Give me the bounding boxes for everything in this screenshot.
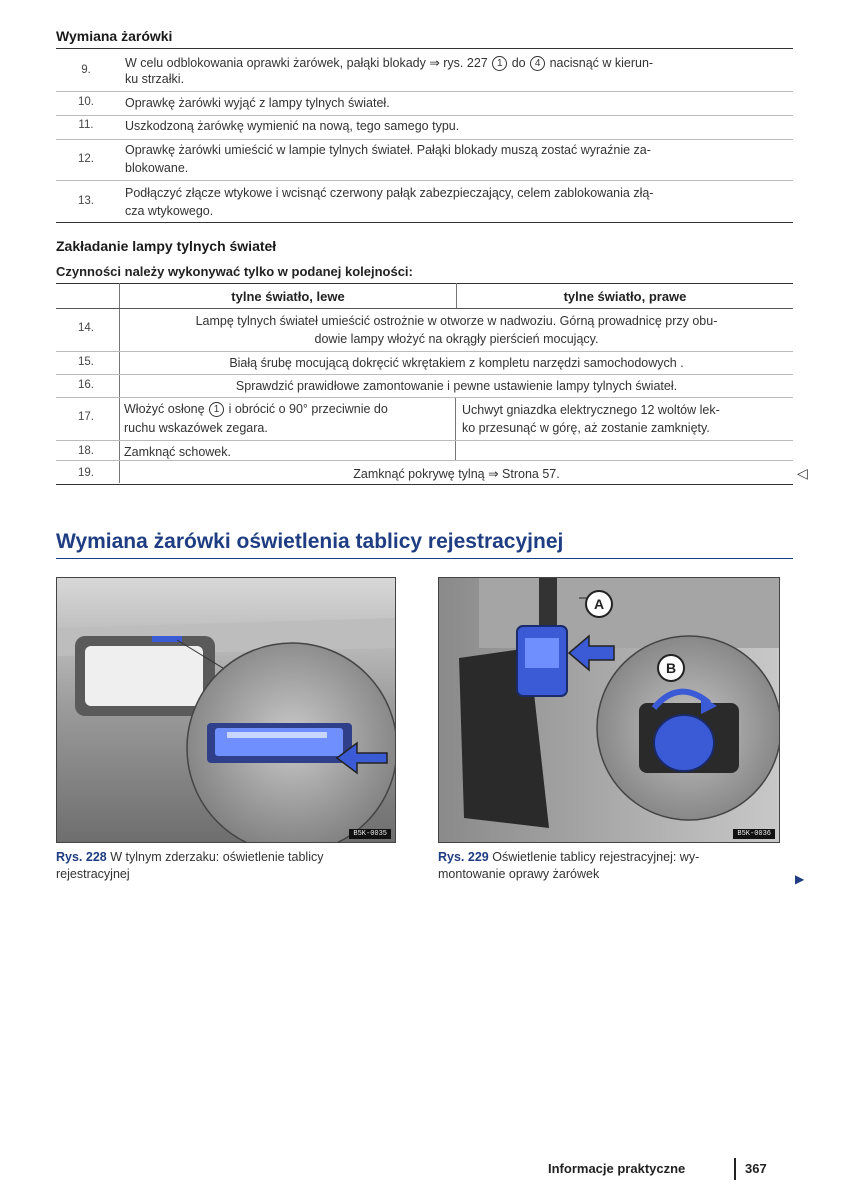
divider xyxy=(56,48,793,49)
section-title-wymiana-zarowki: Wymiana żarówki xyxy=(56,28,173,44)
divider xyxy=(56,283,793,284)
step-text: Podłączyć złącze wtykowe i wcisnąć czerwony pałąk zabezpieczający, celem zablokowania złą- xyxy=(125,186,654,200)
step-text-part: i obrócić o 90° przeciwnie do xyxy=(228,402,388,416)
column-header-left: tylne światło, lewe xyxy=(231,289,345,304)
divider xyxy=(56,222,793,223)
bumper-illustration xyxy=(57,578,395,842)
divider xyxy=(56,484,793,485)
step-number: 11. xyxy=(78,119,94,131)
row-divider xyxy=(56,180,793,181)
row-divider xyxy=(56,91,793,92)
section-title-tablica: Wymiana żarówki oświetlenia tablicy rejestracyjnej xyxy=(56,530,564,553)
step-text-right: Uchwyt gniazdka elektrycznego 12 woltów lek- xyxy=(462,403,720,417)
row-divider xyxy=(56,397,793,398)
callout-1-icon: 1 xyxy=(492,56,507,71)
step-number: 14. xyxy=(78,322,94,334)
step-number: 16. xyxy=(78,379,94,391)
caption-text: W tylnym zderzaku: oświetlenie tablicy xyxy=(110,850,324,864)
footer-section-name: Informacje praktyczne xyxy=(548,1161,686,1176)
step-text-part: do xyxy=(511,56,526,70)
step-text: Uszkodzoną żarówkę wymienić na nową, tego samego typu. xyxy=(125,119,460,133)
figure-229-image xyxy=(438,577,780,843)
row-divider xyxy=(56,115,793,116)
step-text-line2: blokowane. xyxy=(125,161,189,175)
section-title-zakladanie-lampy: Zakładanie lampy tylnych świateł xyxy=(56,238,277,254)
step-text: Oprawkę żarówki wyjąć z lampy tylnych świateł. xyxy=(125,96,390,110)
step-text-part: nacisnąć w kierun- xyxy=(549,56,654,70)
footer-separator xyxy=(734,1158,736,1180)
step-text-left-line2: ruchu wskazówek zegara. xyxy=(124,421,268,435)
step-number: 15. xyxy=(78,356,94,368)
figure-228-caption xyxy=(56,849,396,883)
step-text-line2: cza wtykowego. xyxy=(125,204,214,218)
step-text: Lampę tylnych świateł umieścić ostrożnie w otworze w nadwoziu. Górną prowadnicę przy obu- xyxy=(195,314,718,328)
step-text: Białą śrubę mocującą dokręcić wkrętakiem z kompletu narzędzi samochodowych . xyxy=(229,356,684,370)
section-subtitle: Czynności należy wykonywać tylko w podanej kolejności: xyxy=(56,264,413,279)
title-underline xyxy=(56,558,793,559)
figure-code: B5K-0036 xyxy=(733,829,775,839)
continue-arrow-icon: ▶ xyxy=(795,872,805,886)
row-divider xyxy=(56,351,793,352)
figure-229-caption xyxy=(438,849,783,883)
table-column-divider xyxy=(455,397,456,460)
caption-text-line2: montowanie oprawy żarówek xyxy=(438,867,600,881)
step-text-left xyxy=(124,402,454,417)
caption-text-line2: rejestracyjnej xyxy=(56,867,130,881)
figure-228-image xyxy=(56,577,396,843)
step-text-line2: ku strzałki. xyxy=(125,72,185,86)
row-divider xyxy=(56,374,793,375)
column-header-right: tylne światło, prawe xyxy=(563,289,687,304)
step-text: Sprawdzić prawidłowe zamontowanie i pewne ustawienie lampy tylnych świateł. xyxy=(235,379,678,393)
step-text: Zamknąć pokrywę tylną ⇒ Strona 57. xyxy=(353,467,560,481)
lamp-removal-illustration xyxy=(439,578,779,842)
step-number: 10. xyxy=(78,96,94,108)
step-number: 12. xyxy=(78,153,94,165)
step-number: 13. xyxy=(78,195,94,207)
step-number: 9. xyxy=(81,64,91,76)
label-b: B xyxy=(665,660,677,676)
step-text: Oprawkę żarówki umieścić w lampie tylnych świateł. Pałąki blokady muszą zostać wyraźnie za- xyxy=(125,143,651,157)
step-text-part: W celu odblokowania oprawki żarówek, pałąki blokady ⇒ rys. 227 xyxy=(125,56,488,70)
step-number: 19. xyxy=(78,467,94,479)
step-text xyxy=(125,56,793,71)
step-number: 17. xyxy=(78,411,94,423)
label-a: A xyxy=(593,596,605,612)
step-text: Zamknąć schowek. xyxy=(124,445,231,459)
figure-code: B5K-0035 xyxy=(349,829,391,839)
callout-4-icon: 4 xyxy=(530,56,545,71)
step-number: 18. xyxy=(78,445,94,457)
end-of-section-mark: ◁ xyxy=(797,465,808,481)
caption-text: Oświetlenie tablicy rejestracyjnej: wy- xyxy=(492,850,700,864)
step-text-part: Włożyć osłonę xyxy=(124,402,205,416)
step-text-line2: dowie lampy włożyć na okrągły pierścień mocujący. xyxy=(314,332,599,346)
page-number: 367 xyxy=(745,1161,767,1176)
row-divider xyxy=(56,460,793,461)
row-divider xyxy=(56,440,793,441)
divider xyxy=(56,308,793,309)
caption-label: Rys. 228 xyxy=(56,850,107,864)
caption-label: Rys. 229 xyxy=(438,850,489,864)
callout-1-icon: 1 xyxy=(209,402,224,417)
step-text-right-line2: ko przesunąć w górę, aż zostanie zamknięty. xyxy=(462,421,710,435)
row-divider xyxy=(56,139,793,140)
